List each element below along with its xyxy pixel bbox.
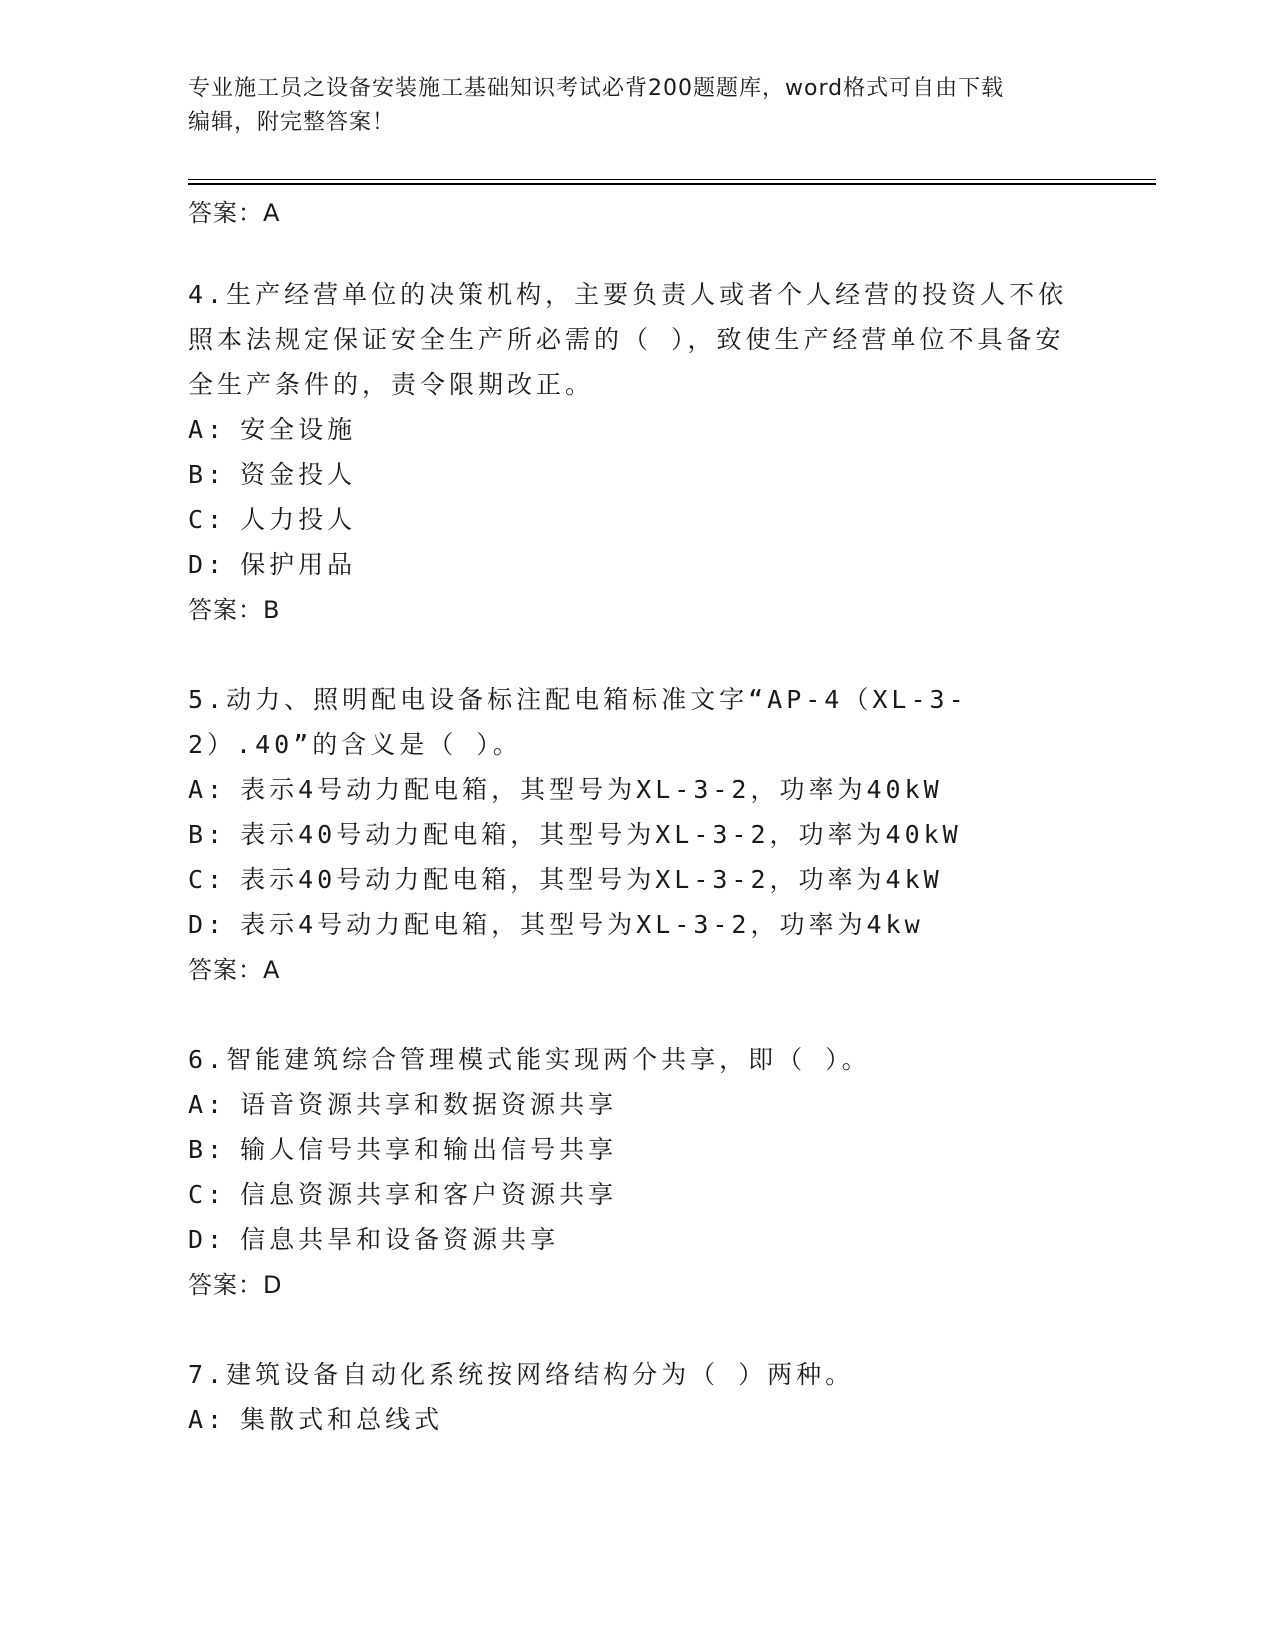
option-letter: A: <box>188 1405 227 1434</box>
question-block <box>188 677 1088 993</box>
option-text: 信息共旱和设备资源共享 <box>240 1225 560 1254</box>
option-b <box>188 1127 1088 1172</box>
header-line-2: 编辑，附完整答案！ <box>188 110 396 135</box>
header-rule-thin <box>188 179 1156 180</box>
option-letter: A: <box>188 415 227 444</box>
option-text: 信息资源共享和客户资源共享 <box>240 1180 618 1209</box>
option-letter: A: <box>188 775 227 804</box>
option-letter: C: <box>188 865 227 894</box>
option-a <box>188 767 1088 812</box>
option-letter: D: <box>188 1225 227 1254</box>
option-text: 表示4号动力配电箱，其型号为XL-3-2，功率为40kW <box>240 775 943 804</box>
option-text: 资金投人 <box>240 460 357 489</box>
option-text: 输人信号共享和输出信号共享 <box>240 1135 618 1164</box>
question-text: 6.智能建筑综合管理模式能实现两个共享，即（ ）。 <box>188 1045 871 1074</box>
question-text: 4.生产经营单位的决策机构，主要负责人或者个人经营的投资人不依照本法规定保证安全生产所必需的（ ），致使生产经营单位不具备安全生产条件的，责令限期改正。 <box>188 280 1068 399</box>
option-letter: D: <box>188 550 227 579</box>
option-d <box>188 902 1088 947</box>
option-a <box>188 1082 1088 1127</box>
option-d <box>188 1217 1088 1262</box>
question-text: 5.动力、照明配电设备标注配电箱标准文字“AP-4（XL-3-2）.40”的含义是（ ）。 <box>188 685 968 759</box>
option-b <box>188 452 1088 497</box>
option-text: 表示40号动力配电箱，其型号为XL-3-2，功率为4kW <box>240 865 943 894</box>
answer-line: 答案：D <box>188 1271 283 1299</box>
question-list <box>188 190 1088 1486</box>
option-letter: B: <box>188 1135 227 1164</box>
option-text: 保护用品 <box>240 550 357 579</box>
option-text: 人力投人 <box>240 505 357 534</box>
option-text: 集散式和总线式 <box>240 1405 444 1434</box>
option-a <box>188 1397 1088 1442</box>
option-letter: B: <box>188 820 227 849</box>
document-header <box>188 72 1088 140</box>
answer-line: 答案：A <box>188 199 281 227</box>
option-c <box>188 1172 1088 1217</box>
answer-line: 答案：A <box>188 956 281 984</box>
header-line-1: 专业施工员之设备安装施工基础知识考试必背200题题库，word格式可自由下载 <box>188 76 1005 101</box>
question-block <box>188 272 1088 633</box>
option-letter: A: <box>188 1090 227 1119</box>
option-c <box>188 857 1088 902</box>
option-b <box>188 812 1088 857</box>
option-d <box>188 542 1088 587</box>
option-text: 表示4号动力配电箱，其型号为XL-3-2，功率为4kw <box>240 910 924 939</box>
option-text: 表示40号动力配电箱，其型号为XL-3-2，功率为40kW <box>240 820 962 849</box>
option-letter: C: <box>188 1180 227 1209</box>
option-letter: B: <box>188 460 227 489</box>
question-text: 7.建筑设备自动化系统按网络结构分为（ ）两种。 <box>188 1360 855 1389</box>
question-block <box>188 1352 1088 1442</box>
option-text: 语音资源共享和数据资源共享 <box>240 1090 618 1119</box>
option-letter: D: <box>188 910 227 939</box>
option-text: 安全设施 <box>240 415 357 444</box>
answer-line: 答案：B <box>188 596 281 624</box>
option-letter: C: <box>188 505 227 534</box>
option-c <box>188 497 1088 542</box>
header-rule-thick <box>188 183 1156 185</box>
question-block <box>188 1037 1088 1308</box>
option-a <box>188 407 1088 452</box>
